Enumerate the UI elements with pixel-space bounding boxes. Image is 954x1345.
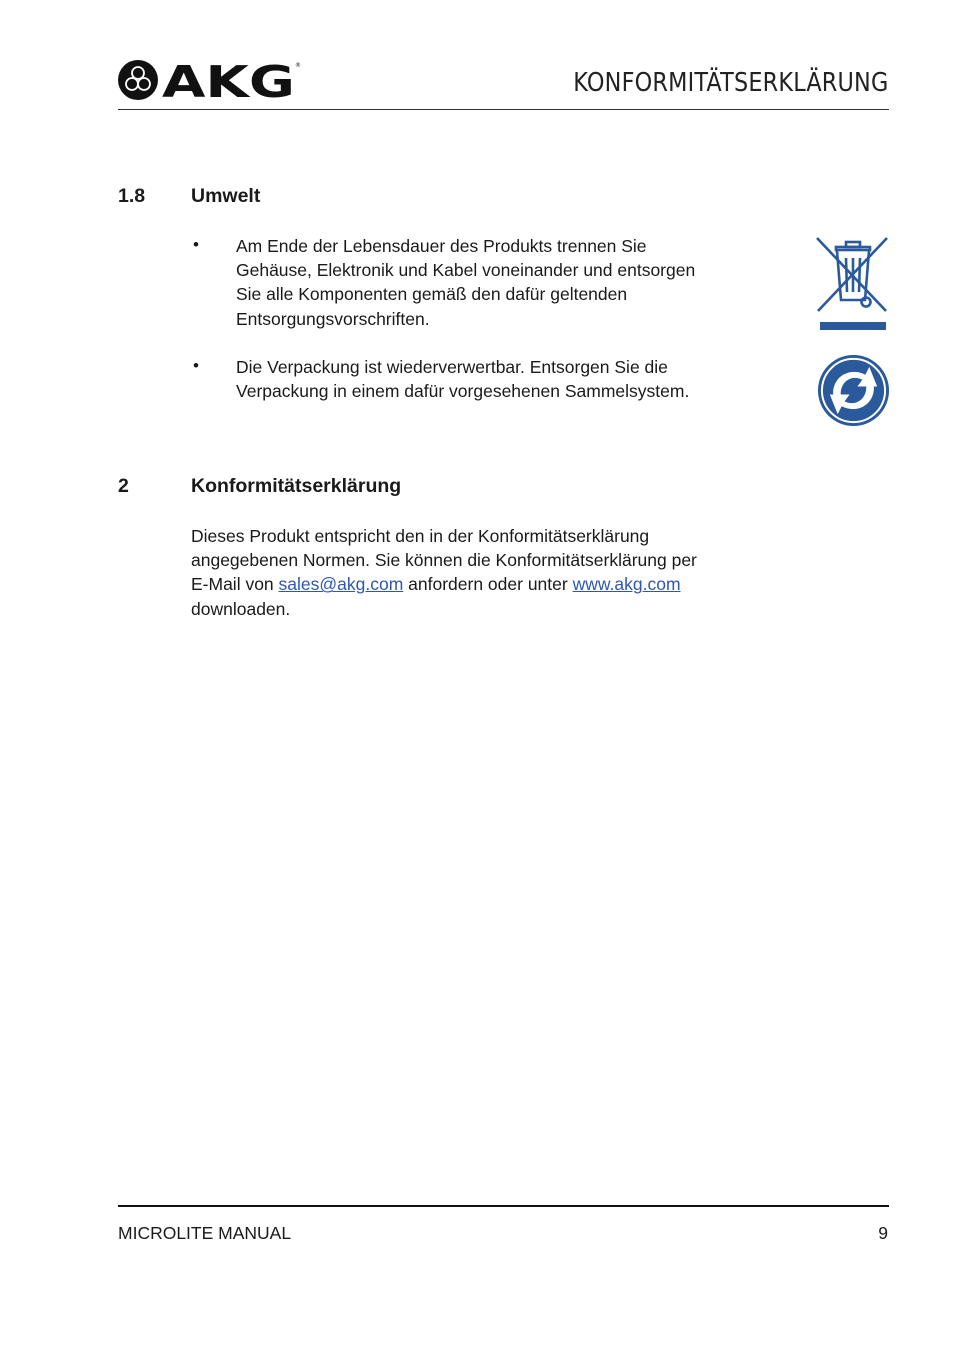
section-title: Konformitätserklärung bbox=[191, 475, 402, 497]
text-line: Gehäuse, Elektronik und Kabel voneinander und entsorgen bbox=[236, 260, 696, 281]
crossed-out-wheelie-bin-icon bbox=[814, 234, 890, 332]
svg-text:®: ® bbox=[295, 62, 301, 69]
page-header-title: KONFORMITÄTSERKLÄRUNG bbox=[572, 68, 888, 98]
text-line: Sie alle Komponenten gemäß den dafür geltenden bbox=[236, 284, 628, 305]
page-number: 9 bbox=[878, 1223, 888, 1243]
footer-divider bbox=[118, 1205, 889, 1207]
svg-text:AKG: AKG bbox=[162, 58, 295, 102]
green-dot-recycling-icon bbox=[816, 353, 891, 428]
text-line: angegebenen Normen. Sie können die Konformitätserklärung per bbox=[191, 550, 697, 571]
bullet-marker: • bbox=[193, 356, 199, 375]
text-fragment: E-Mail von bbox=[191, 574, 279, 595]
bullet-text-packaging bbox=[236, 355, 689, 403]
akg-logo bbox=[117, 58, 302, 102]
text-line bbox=[191, 572, 697, 596]
text-fragment: anfordern oder unter bbox=[403, 574, 573, 595]
text-line: Am Ende der Lebensdauer des Produkts trennen Sie bbox=[236, 236, 647, 256]
section-number: 2 bbox=[118, 475, 129, 497]
section-number: 1.8 bbox=[118, 185, 146, 207]
text-line: Dieses Produkt entspricht den in der Konformitätserklärung bbox=[191, 526, 650, 546]
bullet-marker: • bbox=[193, 235, 199, 254]
text-line: downloaden. bbox=[191, 598, 291, 619]
header-divider bbox=[118, 109, 889, 110]
section-title: Umwelt bbox=[191, 185, 261, 207]
conformity-paragraph bbox=[191, 524, 697, 621]
bullet-text-disposal bbox=[236, 234, 695, 331]
footer-manual-title: MICROLITE MANUAL bbox=[118, 1223, 292, 1243]
text-line: Die Verpackung ist wiederverwertbar. Entsorgen Sie die bbox=[236, 357, 668, 377]
text-line: Entsorgungsvorschriften. bbox=[236, 308, 430, 329]
website-link[interactable]: www.akg.com bbox=[572, 574, 681, 595]
email-link[interactable]: sales@akg.com bbox=[278, 574, 404, 595]
text-line: Verpackung in einem dafür vorgesehenen Sammelsystem. bbox=[236, 381, 690, 402]
